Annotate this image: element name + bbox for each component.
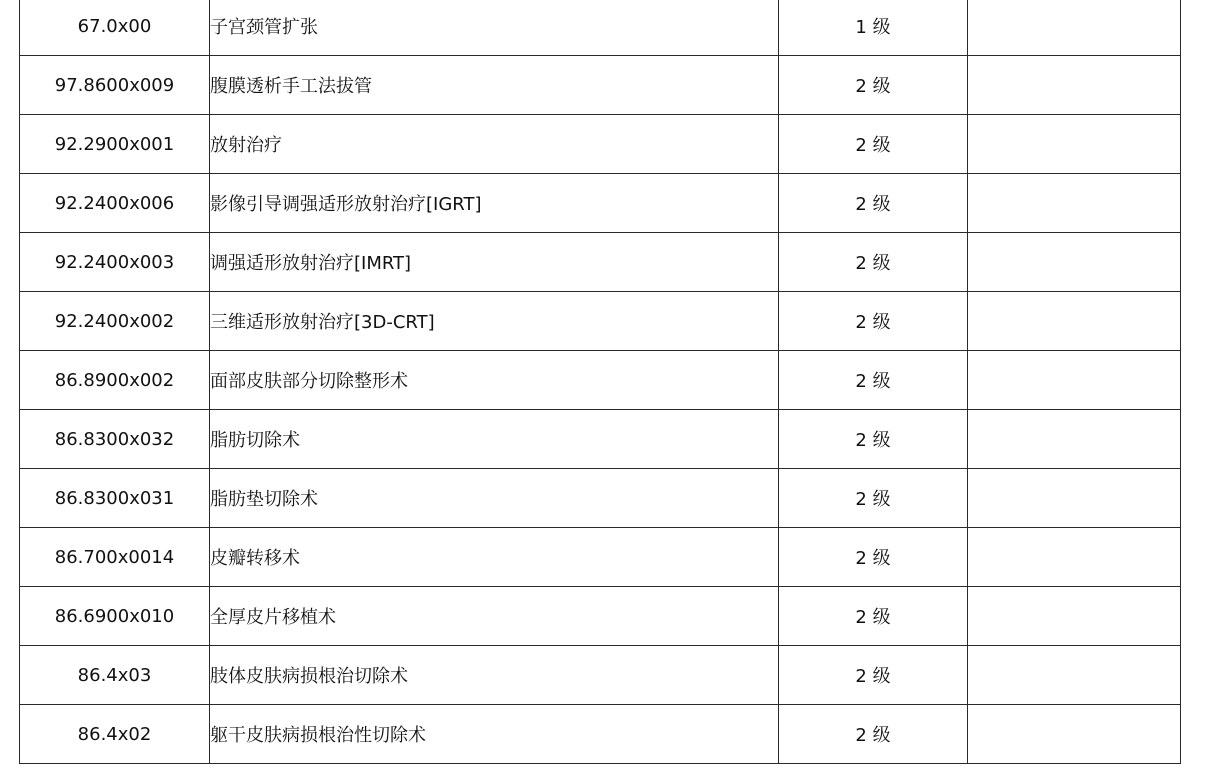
table-row — [20, 410, 1181, 469]
procedure-name-cell: 躯干皮肤病损根治性切除术 — [210, 705, 779, 764]
table-body — [20, 0, 1181, 764]
procedure-code-cell: 92.2400x002 — [20, 292, 210, 351]
table-row — [20, 56, 1181, 115]
procedure-note-cell — [968, 587, 1181, 646]
table-row — [20, 174, 1181, 233]
procedure-note-cell — [968, 292, 1181, 351]
procedure-level-cell: 2 级 — [779, 56, 968, 115]
procedure-note-cell — [968, 410, 1181, 469]
procedure-note-cell — [968, 351, 1181, 410]
procedure-table — [19, 0, 1181, 764]
procedure-note-cell — [968, 469, 1181, 528]
procedure-code-cell: 86.8300x032 — [20, 410, 210, 469]
procedure-note-cell — [968, 56, 1181, 115]
procedure-name-cell: 面部皮肤部分切除整形术 — [210, 351, 779, 410]
procedure-code-cell: 86.6900x010 — [20, 587, 210, 646]
procedure-note-cell — [968, 0, 1181, 56]
procedure-code-cell: 86.4x03 — [20, 646, 210, 705]
procedure-note-cell — [968, 646, 1181, 705]
procedure-code-cell: 67.0x00 — [20, 0, 210, 56]
procedure-name-cell: 影像引导调强适形放射治疗[IGRT] — [210, 174, 779, 233]
procedure-level-cell: 2 级 — [779, 410, 968, 469]
procedure-name-cell: 腹膜透析手工法拔管 — [210, 56, 779, 115]
procedure-level-cell: 2 级 — [779, 528, 968, 587]
procedure-level-cell: 2 级 — [779, 174, 968, 233]
table-row — [20, 705, 1181, 764]
procedure-level-cell: 2 级 — [779, 646, 968, 705]
table-row — [20, 528, 1181, 587]
procedure-name-cell: 全厚皮片移植术 — [210, 587, 779, 646]
table-row — [20, 115, 1181, 174]
table-row — [20, 292, 1181, 351]
procedure-level-cell: 2 级 — [779, 292, 968, 351]
procedure-level-cell: 2 级 — [779, 587, 968, 646]
procedure-note-cell — [968, 528, 1181, 587]
procedure-level-cell: 1 级 — [779, 0, 968, 56]
table-row — [20, 469, 1181, 528]
procedure-code-cell: 92.2400x003 — [20, 233, 210, 292]
procedure-code-cell: 92.2900x001 — [20, 115, 210, 174]
procedure-name-cell: 脂肪切除术 — [210, 410, 779, 469]
procedure-level-cell: 2 级 — [779, 705, 968, 764]
procedure-name-cell: 调强适形放射治疗[IMRT] — [210, 233, 779, 292]
procedure-note-cell — [968, 233, 1181, 292]
procedure-code-cell: 92.2400x006 — [20, 174, 210, 233]
procedure-code-cell: 97.8600x009 — [20, 56, 210, 115]
procedure-level-cell: 2 级 — [779, 351, 968, 410]
procedure-name-cell: 皮瓣转移术 — [210, 528, 779, 587]
table-row — [20, 351, 1181, 410]
procedure-code-cell: 86.4x02 — [20, 705, 210, 764]
procedure-code-cell: 86.700x0014 — [20, 528, 210, 587]
procedure-note-cell — [968, 174, 1181, 233]
procedure-level-cell: 2 级 — [779, 233, 968, 292]
table-row — [20, 0, 1181, 56]
procedure-name-cell: 脂肪垫切除术 — [210, 469, 779, 528]
procedure-code-cell: 86.8900x002 — [20, 351, 210, 410]
procedure-code-cell: 86.8300x031 — [20, 469, 210, 528]
procedure-name-cell: 放射治疗 — [210, 115, 779, 174]
table-row — [20, 233, 1181, 292]
table-row — [20, 587, 1181, 646]
procedure-name-cell: 肢体皮肤病损根治切除术 — [210, 646, 779, 705]
procedure-note-cell — [968, 705, 1181, 764]
procedure-level-cell: 2 级 — [779, 115, 968, 174]
table-row — [20, 646, 1181, 705]
procedure-level-cell: 2 级 — [779, 469, 968, 528]
procedure-note-cell — [968, 115, 1181, 174]
procedure-name-cell: 三维适形放射治疗[3D-CRT] — [210, 292, 779, 351]
procedure-name-cell: 子宫颈管扩张 — [210, 0, 779, 56]
